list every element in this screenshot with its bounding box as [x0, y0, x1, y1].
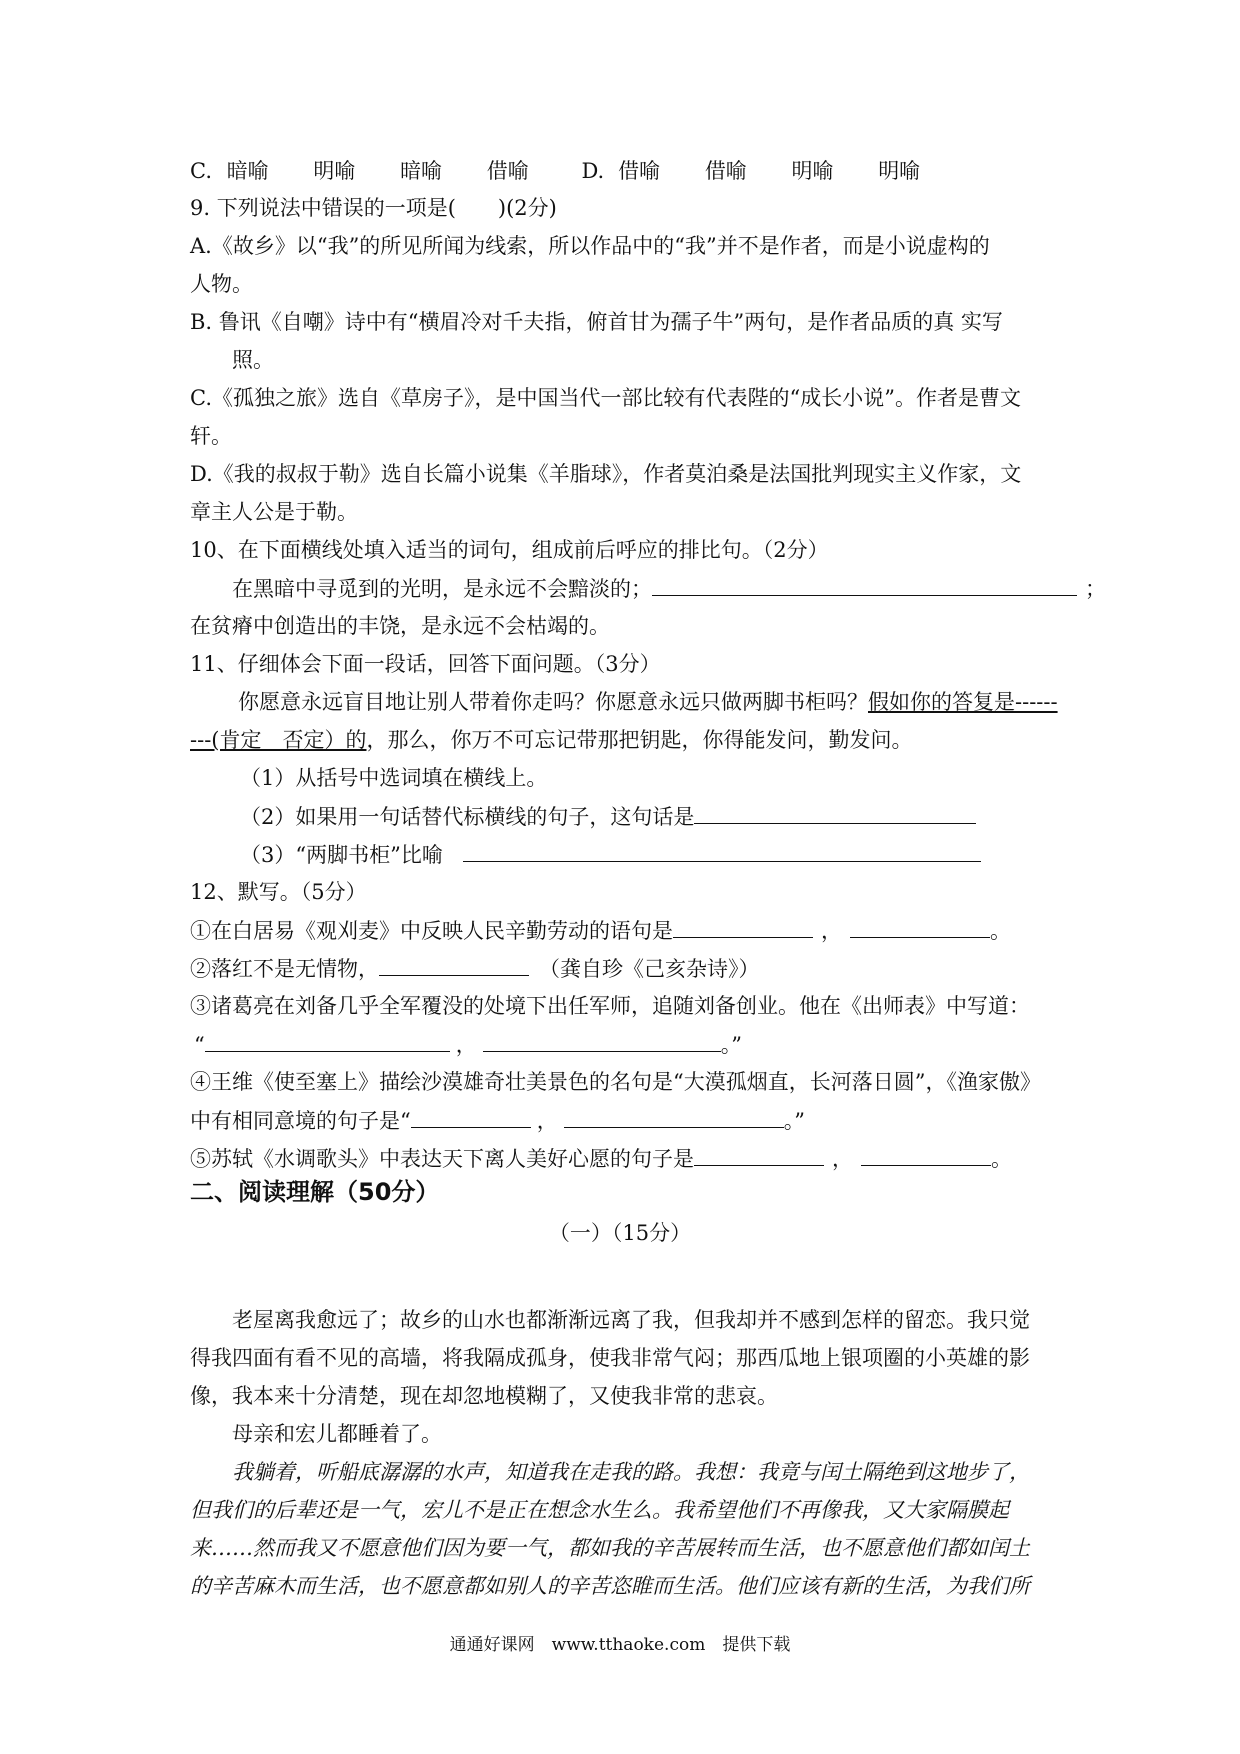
- q12-item5-blank-b[interactable]: [861, 1143, 991, 1166]
- q11-stem: 11、仔细体会下面一段话，回答下面问题。（3分）: [190, 652, 661, 676]
- q11-para-text: 你愿意永远盲目地让别人带着你走吗？你愿意永远只做两脚书柜吗？: [238, 690, 868, 714]
- q9-option-d: D.《我的叔叔于勒》选自长篇小说集《羊脂球》，作者莫泊桑是法国批判现实主义作家，文: [190, 462, 1022, 486]
- page-footer: 通通好课网 www.tthaoke.com 提供下载: [449, 1635, 791, 1655]
- q10-line1-end: ；: [1085, 577, 1106, 601]
- q8-c-item: 借喻: [486, 159, 529, 183]
- section-title: 二、阅读理解（50分）: [190, 1178, 440, 1206]
- q10-line1: [232, 573, 1106, 604]
- section-subtitle: （一）（15分）: [548, 1221, 692, 1245]
- q9-stem: 9. 下列说法中错误的一项是( )(2分): [190, 196, 557, 220]
- q8-d-item: 明喻: [878, 159, 921, 183]
- q11-sub2-blank[interactable]: [694, 801, 976, 824]
- q12-item2: [190, 953, 760, 984]
- passage-p1-line2: 得我四面有看不见的高墙，将我隔成孤身，使我非常气闷；那西瓜地上银项圈的小英雄的影: [190, 1346, 1030, 1370]
- q12-item4-blank-a[interactable]: [411, 1105, 531, 1128]
- q12-item1: [190, 915, 1011, 946]
- passage-p3-line1: 我躺着，听船底潺潺的水声，知道我在走我的路。我想：我竟与闰土隔绝到这地步了，: [232, 1460, 1030, 1484]
- q8-d-item: 借喻: [704, 159, 747, 183]
- q11-para-line1: [238, 687, 1058, 717]
- q12-item1-text: ①在白居易《观刈麦》中反映人民辛勤劳动的语句是: [190, 919, 673, 943]
- q12-item2-text: ②落红不是无情物，: [190, 957, 379, 981]
- q9-option-a-cont: 人物。: [190, 272, 253, 296]
- passage-p3-line2: 但我们的后辈还是一气，宏儿不是正在想念水生么。我希望他们不再像我，又大家隔膜起: [190, 1498, 1009, 1522]
- passage-p1-line3: 像，我本来十分清楚，现在却忽地模糊了，又使我非常的悲哀。: [190, 1384, 778, 1408]
- q11-sub3: [240, 839, 981, 870]
- q12-item3-answer: [194, 1029, 742, 1060]
- q12-item3-comma: ，: [455, 1033, 477, 1057]
- q12-item2-source: （龚自珍《己亥杂诗》）: [539, 957, 760, 981]
- q10-line2: 在贫瘠中创造出的丰饶，是永远不会枯竭的。: [190, 614, 610, 638]
- q9-option-c-cont: 轩。: [190, 424, 232, 448]
- q10-line1-text: 在黑暗中寻觅到的光明，是永远不会黯淡的；: [232, 577, 652, 601]
- q12-item4-blank-b[interactable]: [564, 1105, 784, 1128]
- q12-item1-end: 。: [990, 919, 1011, 943]
- q11-underlined-sentence: 假如你的答复是------: [868, 690, 1058, 714]
- q10-stem: 10、在下面横线处填入适当的词句，组成前后呼应的排比句。（2分）: [190, 538, 829, 562]
- q8-d-item: 明喻: [791, 159, 834, 183]
- passage-p2: 母亲和宏儿都睡着了。: [232, 1422, 442, 1446]
- q8-c-item: 暗喻: [226, 159, 269, 183]
- q12-item5-blank-a[interactable]: [694, 1143, 824, 1166]
- q8-c-label: C.: [190, 159, 212, 183]
- q8-c-item: 暗喻: [400, 159, 443, 183]
- q12-item5-comma: ，: [832, 1147, 853, 1171]
- q12-item3-open-quote: “: [194, 1033, 205, 1057]
- q12-item4: ④王维《使至塞上》描绘沙漠雄奇壮美景色的名句是“大漠孤烟直，长河落日圆”，《渔家傲》: [190, 1070, 1041, 1094]
- q12-item5-end: 。: [991, 1147, 1012, 1171]
- q12-stem: 12、默写。（5分）: [190, 880, 367, 904]
- q11-sub3-text: （3）“两脚书柜”比喻: [240, 843, 443, 867]
- q11-sub3-blank[interactable]: [463, 839, 981, 862]
- q11-para-text-cont: ，那么，你万不可忘记带那把钥匙，你得能发问，勤发问。: [366, 728, 913, 752]
- q9-option-b-cont: 照。: [232, 348, 274, 372]
- q8-d-item: 借喻: [618, 159, 661, 183]
- q9-option-b: B. 鲁讯《自嘲》诗中有“横眉冷对千夫指，俯首甘为孺子牛”两句，是作者品质的真 实写: [190, 310, 1003, 334]
- q12-item1-blank-b[interactable]: [850, 915, 990, 938]
- q12-item2-blank[interactable]: [379, 953, 529, 976]
- q11-sub2-text: （2）如果用一句话替代标横线的句子，这句话是: [240, 805, 695, 829]
- q12-item5-text: ⑤苏轼《水调歌头》中表达天下离人美好心愿的句子是: [190, 1147, 694, 1171]
- q9-option-d-cont: 章主人公是于勒。: [190, 500, 358, 524]
- q11-para-line2: [190, 725, 912, 755]
- q12-item3-blank-b[interactable]: [483, 1029, 721, 1052]
- q12-item3-close: 。”: [720, 1033, 742, 1057]
- q12-item5: [190, 1143, 1012, 1174]
- q9-option-a: A.《故乡》以“我”的所见所闻为线索，所以作品中的“我”并不是作者，而是小说虚构的: [190, 234, 990, 258]
- q12-item4-text: 中有相同意境的句子是“: [190, 1109, 411, 1133]
- q8-options-row: [190, 156, 958, 186]
- passage-p3-line4: 的辛苦麻木而生活，也不愿意都如别人的辛苦恣睢而生活。他们应该有新的生活，为我们所: [190, 1574, 1030, 1598]
- q8-c-item: 明喻: [313, 159, 356, 183]
- q8-d-label: D.: [581, 159, 605, 183]
- q9-option-c: C.《孤独之旅》选自《草房子》，是中国当代一部比较有代表陛的“成长小说”。作者是曹文: [190, 386, 1021, 410]
- q12-item4-close: 。”: [783, 1109, 805, 1133]
- q12-item3: ③诸葛亮在刘备几乎全军覆没的处境下出任军师，追随刘备创业。他在《出师表》中写道：: [190, 994, 1030, 1018]
- q10-answer-blank[interactable]: [652, 573, 1077, 596]
- q12-item4-answer: [190, 1105, 805, 1136]
- q11-sub2: [240, 801, 976, 832]
- q12-item3-blank-a[interactable]: [205, 1029, 450, 1052]
- q12-item4-comma: ，: [536, 1109, 558, 1133]
- passage-p3-line3: 来……然而我又不愿意他们因为要一气，都如我的辛苦展转而生活，也不愿意他们都如闰土: [190, 1536, 1030, 1560]
- passage-p1-line1: 老屋离我愈远了；故乡的山水也都渐渐远离了我，但我却并不感到怎样的留恋。我只觉: [232, 1308, 1030, 1332]
- q12-item1-blank-a[interactable]: [673, 915, 813, 938]
- q11-sub1: （1）从括号中选词填在横线上。: [240, 766, 548, 790]
- q11-underlined-sentence-cont: ---(肯定 否定）的: [190, 728, 367, 752]
- q12-item1-comma: ，: [821, 919, 842, 943]
